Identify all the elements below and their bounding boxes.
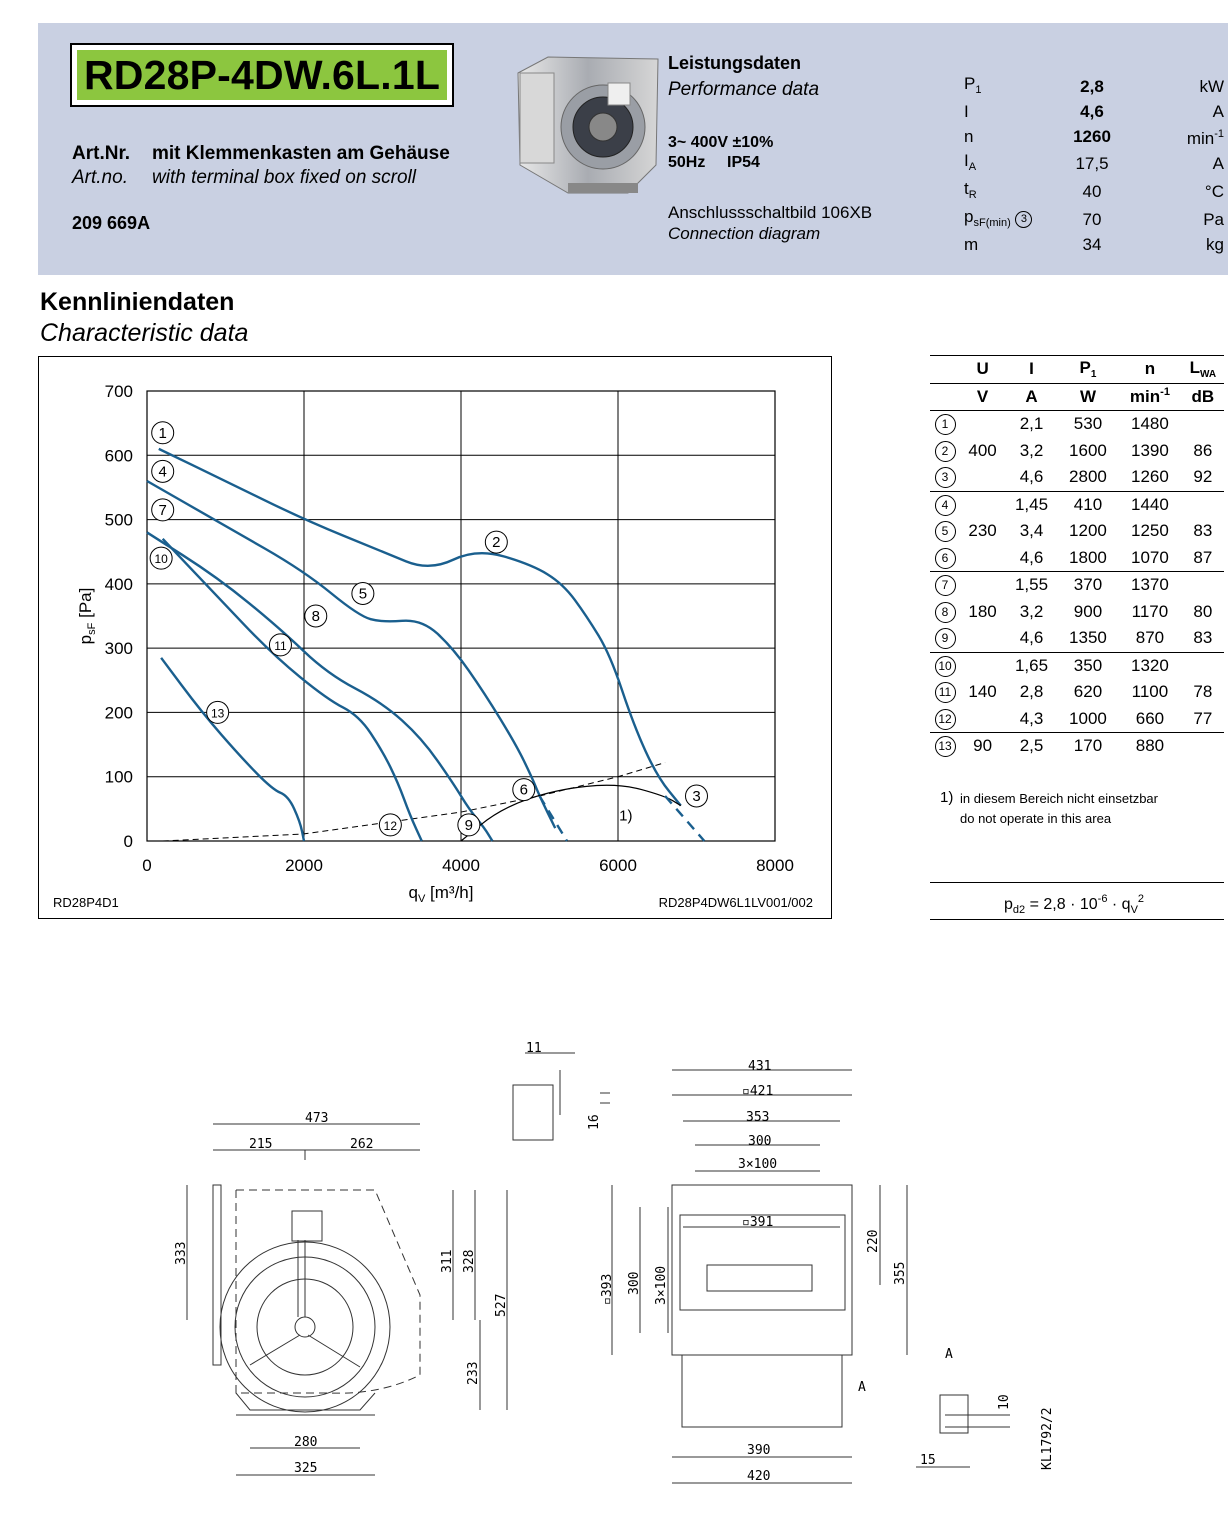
x-tick-label: 8000: [756, 856, 794, 875]
chart-footer-right: RD28P4DW6L1LV001/002: [658, 895, 813, 910]
table-row: [930, 572, 1224, 599]
series-line: [161, 658, 304, 841]
table-cell: [960, 411, 1005, 438]
perf-unit: kW: [1199, 77, 1224, 96]
table-cell: 660: [1135, 708, 1165, 728]
table-cell: 170: [1058, 733, 1118, 760]
table-row: [930, 411, 1224, 438]
artnr-label-en: Art.no.: [72, 167, 128, 188]
table-cell: [1182, 491, 1224, 518]
curve-label: 1: [158, 424, 167, 442]
dimension-value: 325: [294, 1461, 318, 1476]
curve-id: 2: [930, 438, 960, 465]
table-cell: 1390: [1131, 440, 1169, 460]
y-tick-label: 300: [104, 639, 133, 659]
table-row: [930, 652, 1224, 679]
x-tick-label: 0: [142, 856, 152, 875]
table-cell: 1000: [1069, 708, 1107, 728]
perf-symbol: m: [964, 235, 979, 254]
curve-id: 13: [930, 733, 960, 760]
table-cell: [960, 545, 1005, 572]
note-en: do not operate in this area: [960, 811, 1112, 826]
table-cell: 1,65: [1005, 652, 1058, 679]
dimension-value: 300: [748, 1134, 772, 1149]
dimension-value: 333: [174, 1241, 189, 1265]
system-curve: [163, 763, 665, 841]
dimension-value: 10: [997, 1394, 1012, 1410]
table-row: [930, 679, 1224, 706]
chart-footer-left: RD28P4D1: [53, 895, 119, 910]
connection-diagram-de: Anschlussschaltbild 106XB: [668, 203, 873, 222]
y-tick-label: 0: [123, 832, 133, 851]
table-cell: 92: [1193, 467, 1213, 487]
col-unit: A: [1025, 386, 1038, 406]
x-tick-label: 4000: [442, 856, 480, 875]
y-axis-label: $p_{sF}$ [Pa]: [76, 587, 98, 645]
col-unit: V: [976, 386, 989, 406]
y-tick-label: 400: [104, 574, 133, 594]
table-cell: 530: [1073, 414, 1103, 434]
series-line: [147, 532, 492, 841]
table-cell: 1260: [1131, 467, 1169, 487]
dimension-value: 527: [494, 1293, 509, 1317]
dimension-value: 300: [627, 1271, 642, 1295]
table-cell: 1800: [1069, 547, 1107, 567]
col-unit: dB: [1191, 386, 1215, 406]
table-row: [930, 464, 1224, 491]
curve-id: 9: [930, 625, 960, 652]
dimension-value: ▫391: [742, 1215, 774, 1230]
table-row: [930, 599, 1224, 626]
table-cell: 3,2: [1019, 440, 1044, 460]
series-line: [461, 785, 681, 841]
table-cell: 83: [1193, 628, 1213, 648]
table-cell: 1480: [1131, 414, 1169, 434]
table-cell: 180: [968, 601, 997, 621]
perf-unit: A: [1212, 102, 1224, 121]
perf-unit: kg: [1206, 235, 1224, 254]
perf-unit: Pa: [1203, 210, 1224, 229]
curve-label: 6: [519, 781, 528, 799]
y-tick-label: 500: [104, 510, 133, 530]
protection-class: IP54: [727, 154, 760, 171]
view-arrow-label: A: [858, 1380, 866, 1395]
col-head: $P_1$: [1079, 358, 1097, 381]
perf-value: 1260: [1073, 126, 1111, 146]
x-axis-label: $q_V$ [m³/h]: [408, 883, 474, 905]
table-cell: 80: [1193, 601, 1213, 621]
table-cell: 86: [1193, 440, 1213, 460]
perf-row: [964, 73, 1224, 101]
table-cell: 880: [1118, 733, 1182, 760]
table-cell: 83: [1193, 521, 1213, 541]
y-tick-label: 200: [104, 703, 133, 723]
supply-frequency: 50Hz: [668, 154, 706, 171]
perf-unit: $\min^{-1}$: [1186, 128, 1224, 148]
fan-product-image: [508, 45, 678, 197]
col-unit: $\min^{-1}$: [1129, 386, 1170, 407]
perf-row: [964, 101, 1224, 123]
table-cell: 4,3: [1019, 708, 1044, 728]
col-head: I: [1029, 359, 1034, 379]
perf-unit: A: [1212, 154, 1224, 173]
table-cell: 1370: [1118, 572, 1182, 599]
curve-label: 8: [311, 608, 320, 625]
table-cell: 370: [1058, 572, 1118, 599]
curve-id: 1: [930, 411, 960, 438]
curve-label: 4: [158, 463, 167, 481]
artnr-desc-en: with terminal box fixed on scroll: [152, 167, 416, 188]
dimension-value: 11: [526, 1041, 542, 1056]
perf-value: 2,8: [1080, 77, 1104, 96]
dimension-value: 311: [440, 1249, 455, 1273]
section-title-de: Kennliniendaten: [40, 288, 235, 316]
table-cell: [960, 464, 1005, 491]
table-cell: [960, 706, 1005, 733]
table-row: [930, 491, 1224, 518]
table-cell: 87: [1193, 547, 1213, 567]
perf-symbol: n: [964, 126, 974, 146]
table-cell: 140: [968, 682, 997, 702]
perf-value: 70: [1082, 210, 1102, 229]
table-cell: 1250: [1131, 521, 1169, 541]
dimension-value: 355: [893, 1261, 908, 1285]
table-cell: 3,2: [1019, 601, 1044, 621]
series-extension: [540, 796, 567, 841]
dimension-value: ▫393: [600, 1273, 615, 1305]
table-row: [930, 518, 1224, 545]
curve-label: 13: [210, 706, 225, 721]
perf-value: 17,5: [1075, 154, 1109, 173]
table-row: [930, 545, 1224, 572]
table-cell: 78: [1193, 682, 1213, 702]
col-head: n: [1144, 359, 1156, 379]
perf-title-en: Performance data: [668, 79, 820, 100]
curve-label: 10: [154, 552, 168, 567]
perf-symbol: $p_{sF(min)}$ 3: [964, 206, 1052, 234]
table-cell: [960, 491, 1005, 518]
perf-value: 34: [1082, 235, 1102, 254]
curve-label: 1): [619, 807, 633, 825]
table-row: [930, 625, 1224, 652]
dimension-value: 233: [466, 1361, 481, 1385]
col-unit: W: [1079, 386, 1096, 406]
curve-label: 5: [358, 585, 368, 603]
curve-label: 11: [274, 638, 287, 653]
model-name: RD28P-4DW.6L.1L: [77, 50, 447, 100]
table-cell: 870: [1135, 628, 1165, 648]
dimension-value: 353: [746, 1110, 770, 1125]
connection-diagram-en: Connection diagram: [668, 224, 821, 243]
table-cell: 2,5: [1005, 733, 1058, 760]
curve-id: 11: [930, 679, 960, 706]
table-cell: 77: [1193, 708, 1213, 728]
chart-frame: [38, 356, 832, 919]
dimension-value: 280: [294, 1435, 318, 1450]
perf-symbol: $t_R$: [964, 179, 977, 201]
curve-label: 3: [692, 788, 701, 805]
table-cell: 900: [1073, 601, 1103, 621]
artnr-desc-de: mit Klemmenkasten am Gehäuse: [152, 143, 450, 164]
performance-table: [964, 73, 1224, 256]
table-cell: 1,45: [1005, 491, 1058, 518]
section-title-en: Characteristic data: [40, 319, 249, 347]
dimension-value: 262: [350, 1137, 374, 1152]
x-tick-label: 6000: [599, 856, 637, 875]
perf-row: [964, 178, 1224, 206]
curve-id: 3: [930, 464, 960, 491]
col-head: $L_{WA}$: [1189, 358, 1217, 381]
table-cell: 410: [1058, 491, 1118, 518]
curve-label: 7: [158, 501, 167, 519]
curve-id: 12: [930, 706, 960, 733]
table-cell: 1200: [1069, 521, 1107, 541]
table-cell: [1182, 411, 1224, 438]
perf-symbol: I: [964, 102, 969, 121]
table-cell: [1182, 733, 1224, 760]
dimension-value: 220: [866, 1229, 881, 1253]
characteristic-table: [930, 355, 1224, 760]
supply-voltage: 3~ 400V ±10%: [668, 134, 774, 151]
table-row: [930, 438, 1224, 465]
curve-label: 9: [464, 816, 474, 834]
table-cell: 4,6: [1019, 628, 1044, 648]
perf-title-de: Leistungsdaten: [668, 53, 802, 73]
perf-unit: °C: [1204, 182, 1224, 201]
table-cell: 1,55: [1005, 572, 1058, 599]
table-cell: [960, 572, 1005, 599]
curve-id: 8: [930, 599, 960, 626]
dimension-value: 3×100: [654, 1265, 669, 1305]
table-row: [930, 706, 1224, 733]
curve-id: 5: [930, 518, 960, 545]
table-cell: [960, 652, 1005, 679]
col-head: U: [976, 359, 989, 379]
dimension-value: 215: [249, 1137, 273, 1152]
table-cell: 400: [968, 440, 997, 460]
table-cell: 4,6: [1019, 467, 1044, 487]
note-marker: 1): [940, 789, 954, 806]
perf-row: [964, 206, 1224, 234]
perf-row: [964, 234, 1224, 256]
table-row: [930, 733, 1224, 760]
curve-label: 12: [383, 818, 398, 833]
table-cell: [960, 625, 1005, 652]
table-cell: [1182, 572, 1224, 599]
curve-id: 10: [930, 652, 960, 679]
model-badge: [70, 43, 454, 107]
dimension-value: 473: [305, 1111, 329, 1126]
table-cell: 1320: [1118, 652, 1182, 679]
table-cell: 1070: [1131, 547, 1169, 567]
x-tick-label: 2000: [285, 856, 323, 875]
dimension-value: 390: [747, 1443, 771, 1458]
table-cell: 230: [968, 521, 997, 541]
perf-value: 4,6: [1080, 102, 1104, 121]
y-tick-label: 600: [104, 446, 133, 466]
dimension-value: 328: [462, 1249, 477, 1273]
artnr-label-de: Art.Nr.: [72, 143, 131, 164]
table-cell: 2,1: [1019, 414, 1044, 434]
table-cell: [1182, 652, 1224, 679]
table-cell: 2,8: [1019, 682, 1044, 702]
dimension-value: ▫421: [742, 1084, 774, 1099]
dynamic-pressure-formula: $p_{d2} = 2,8 \cdot 10^{-6} \cdot q_V^2$: [1004, 893, 1145, 916]
perf-value: 40: [1082, 182, 1102, 201]
curve-id: 4: [930, 491, 960, 518]
perf-symbol: $I_A$: [964, 151, 977, 173]
curve-label: 2: [492, 534, 501, 552]
note-de: in diesem Bereich nicht einsetzbar: [960, 791, 1158, 806]
table-cell: 1600: [1069, 440, 1107, 460]
dimension-value: 16: [587, 1114, 602, 1130]
perf-row: [964, 123, 1224, 150]
dimension-value: 3×100: [738, 1157, 778, 1172]
table-cell: 350: [1058, 652, 1118, 679]
header-panel: [38, 23, 1228, 275]
table-cell: 3,4: [1019, 521, 1044, 541]
drawing-reference: KL1792/2: [1040, 1407, 1055, 1470]
table-cell: 1100: [1131, 682, 1169, 702]
dimension-value: 420: [747, 1469, 771, 1484]
artnr-value: 209 669A: [72, 213, 151, 233]
perf-row: [964, 150, 1224, 178]
curve-id: 6: [930, 545, 960, 572]
curve-id: 7: [930, 572, 960, 599]
table-cell: 4,6: [1019, 547, 1044, 567]
table-cell: 1170: [1131, 601, 1169, 621]
perf-symbol: $P_1$: [964, 74, 982, 96]
characteristic-chart: [39, 357, 833, 920]
table-cell: 1350: [1069, 628, 1107, 648]
table-cell: 1440: [1118, 491, 1182, 518]
table-cell: 2800: [1069, 467, 1107, 487]
table-cell: 620: [1073, 682, 1103, 702]
dimension-value: 15: [920, 1453, 936, 1468]
y-tick-label: 700: [104, 382, 133, 401]
dimension-value: 431: [748, 1059, 772, 1074]
table-cell: 90: [960, 733, 1005, 760]
view-label: A: [945, 1347, 953, 1362]
y-tick-label: 100: [104, 767, 133, 787]
drawing-dimension-labels: [0, 975, 1228, 1535]
